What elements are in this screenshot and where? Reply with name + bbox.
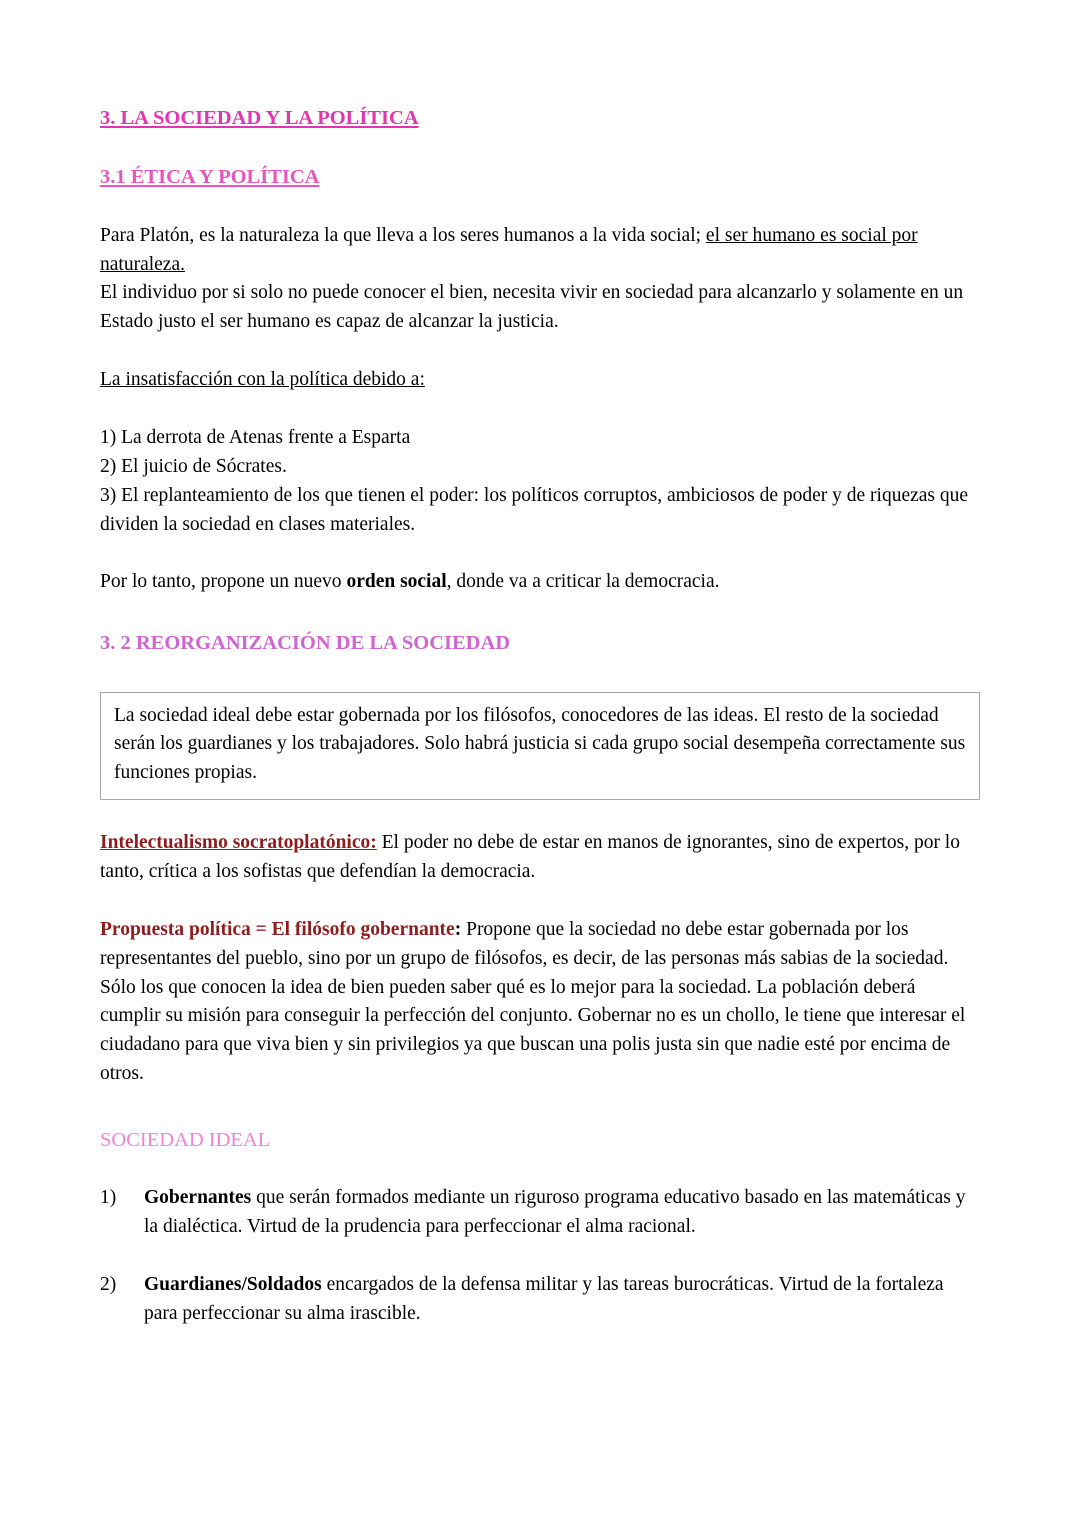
paragraph-propuesta-politica (100, 916, 980, 1089)
propuesta-colon: : (454, 918, 467, 940)
text-run: Propone que la sociedad no debe estar gobernada por los representantes del pueblo, sino por un grupo de filósofos, es decir, de las personas más sabias de la sociedad. Sólo los que conocen la idea de bien pueden saber qué es lo mejor para la sociedad. La población deberá cumplir su misión para conseguir la perfección del conjunto. Gobernar no es un chollo, le tiene que interesar el ciudadano para que viva bien y sin privilegios ya que buscan una polis justa sin que nadie esté por encima de otros. (100, 918, 966, 1085)
text-run: Para Platón, es la naturaleza la que lleva a los seres humanos a la vida social; (100, 224, 706, 246)
reason-item: 2) El juicio de Sócrates. (100, 455, 287, 477)
term-guardianes: Guardianes/Soldados (144, 1274, 322, 1296)
heading-reorganizacion: 3. 2 REORGANIZACIÓN DE LA SOCIEDAD (100, 632, 511, 655)
reasons-list (100, 424, 980, 539)
list-item-gobernantes (100, 1184, 980, 1242)
bold-phrase-orden-social: orden social (346, 571, 447, 593)
text-run: que serán formados mediante un riguroso programa educativo basado en las matemáticas y la dialéctica. Virtud de la prudencia para perfeccionar el alma racional. (144, 1187, 966, 1238)
intelectualismo-lead: Intelectualismo socratoplatónico: (100, 832, 377, 854)
reason-item: 3) El replanteamiento de los que tienen el poder: los políticos corruptos, ambiciosos de poder y de riquezas que dividen la sociedad en clases materiales. (100, 484, 969, 535)
paragraph-individuo: El individuo por si solo no puede conocer el bien, necesita vivir en sociedad para alcanzarlo y solamente en un Estado justo el ser humano es capaz de alcanzar la justicia. (100, 282, 964, 333)
term-gobernantes: Gobernantes (144, 1187, 252, 1209)
list-text (144, 1271, 980, 1329)
text-run: encargados de la defensa militar y las tareas burocráticas. Virtud de la fortaleza para perfeccionar su alma irascible. (144, 1274, 944, 1324)
paragraph-orden-social (100, 568, 980, 597)
list-text (144, 1184, 980, 1242)
section-title: 3. LA SOCIEDAD Y LA POLÍTICA (100, 107, 419, 129)
highlight-box: La sociedad ideal debe estar gobernada por los filósofos, conocedores de las ideas. El resto de la sociedad serán los guardianes y los trabajadores. Solo habrá justicia si cada grupo social desempeña correctamente sus funciones propias. (100, 692, 980, 801)
propuesta-lead: Propuesta política = El filósofo gobernante (100, 918, 455, 940)
list-number: 1) (100, 1187, 117, 1209)
reason-item: 1) La derrota de Atenas frente a Esparta (100, 426, 411, 448)
text-run: , donde va a criticar la democracia. (446, 571, 720, 593)
paragraph-intelectualismo (100, 829, 980, 887)
heading-etica-y-politica: 3.1 ÉTICA Y POLÍTICA (100, 166, 320, 189)
text-run: El poder no debe de estar en manos de ignorantes, sino de expertos, por lo tanto, crítica a los sofistas que defendían la democracia. (100, 832, 960, 883)
paragraph-naturaleza-social (100, 222, 980, 280)
list-item-guardianes (100, 1271, 980, 1329)
list-number: 2) (100, 1274, 117, 1296)
text-run: Por lo tanto, propone un nuevo (100, 571, 347, 593)
underlined-phrase: el ser humano es social por naturaleza. (100, 224, 918, 275)
heading-sociedad-ideal: SOCIEDAD IDEAL (100, 1129, 271, 1152)
insatisfaccion-heading: La insatisfacción con la política debido a: (100, 369, 425, 391)
